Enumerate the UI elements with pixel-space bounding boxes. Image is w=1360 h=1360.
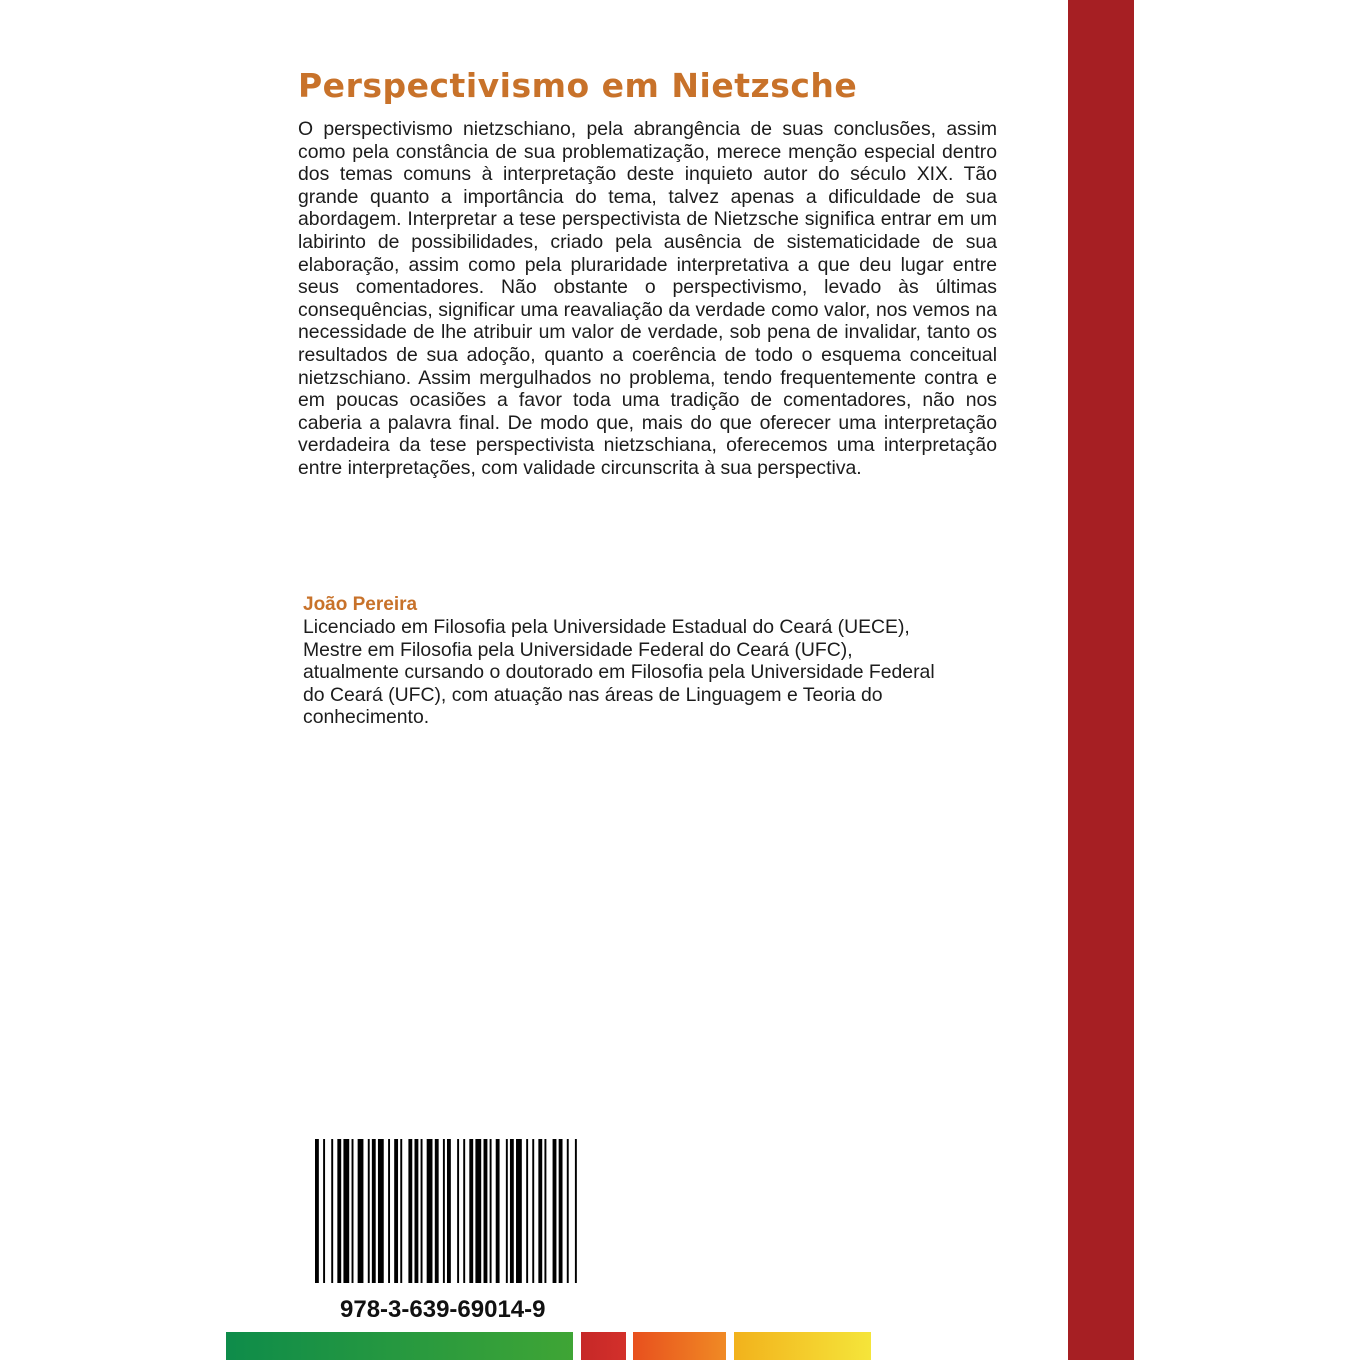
barcode-bar: [388, 1139, 390, 1283]
barcode-bar: [506, 1139, 508, 1283]
barcode-bar: [457, 1139, 459, 1283]
barcode-bar: [358, 1139, 364, 1283]
author-bio-line: conhecimento.: [303, 706, 430, 729]
barcode-bar: [532, 1139, 534, 1283]
barcode-bar: [516, 1139, 522, 1283]
barcode-bar: [469, 1139, 473, 1283]
color-stripe-orange: [633, 1332, 726, 1360]
barcode-bar: [510, 1139, 514, 1283]
barcode-bar: [400, 1139, 402, 1283]
book-title: Perspectivismo em Nietzsche: [298, 66, 858, 105]
barcode-bar: [378, 1139, 384, 1283]
barcode-bar: [331, 1139, 333, 1283]
barcode-bar: [372, 1139, 376, 1283]
barcode-bar: [538, 1139, 542, 1283]
color-stripe-red: [581, 1332, 626, 1360]
barcode-bar: [315, 1139, 319, 1283]
barcode-bar: [443, 1139, 445, 1283]
barcode-bar: [526, 1139, 528, 1283]
barcode-bar: [567, 1139, 569, 1283]
barcode-bar: [337, 1139, 341, 1283]
barcode-bar: [496, 1139, 500, 1283]
isbn-number: 978-3-639-69014-9: [340, 1296, 546, 1323]
author-bio-line: atualmente cursando o doutorado em Filosofia pela Universidade Federal: [303, 661, 935, 684]
author-bio-line: Licenciado em Filosofia pela Universidade Estadual do Ceará (UECE),: [303, 616, 910, 638]
barcode-bar: [368, 1139, 370, 1283]
book-blurb: O perspectivismo nietzschiano, pela abrangência de suas conclusões, assim como pela constância de sua problematização, merece menção especial dentro dos temas comuns à interpretação deste inquieto autor do século XIX. Tão grande quanto a importância do tema, talvez apenas a dificuldade de sua abordagem. Interpretar a tese perspectivista de Nietzsche significa entrar em um labirinto de possibilidades, criado pela ausência de sistematicidade de sua elaboração, assim como pela pluraridade interpretativa a que deu lugar entre seus comentadores. Não obstante o perspectivismo, levado às últimas consequências, significar uma reavaliação da verdade como valor, nos vemos na necessidade de lhe atribuir um valor de verdade, sob pena de invalidar, tanto os resultados de sua adoção, quanto a coerência de todo o esquema conceitual nietzschiano. Assim mergulhados no problema, tendo frequentemente contra e em poucas ocasiões a favor toda uma tradição de comentadores, não nos caberia a palavra final. De modo que, mais do que oferecer uma interpretação verdadeira da tese perspectivista nietzschiana, oferecemos uma interpretação entre interpretações, com validade circunscrita à sua perspectiva.: [298, 118, 997, 479]
barcode: [315, 1139, 581, 1283]
barcode-bar: [575, 1139, 577, 1283]
barcode-bar: [427, 1139, 433, 1283]
spine-bar: [1068, 0, 1134, 1360]
barcode-bar: [435, 1139, 439, 1283]
author-name: João Pereira: [303, 594, 418, 615]
barcode-bar: [553, 1139, 557, 1283]
author-bio-line: Mestre em Filosofia pela Universidade Federal do Ceará (UFC),: [303, 638, 853, 661]
barcode-bar: [394, 1139, 398, 1283]
barcode-bar: [544, 1139, 546, 1283]
barcode-bar: [415, 1139, 419, 1283]
barcode-bar: [559, 1139, 563, 1283]
barcode-bar: [447, 1139, 451, 1283]
barcode-bar: [484, 1139, 488, 1283]
barcode-bar: [463, 1139, 465, 1283]
color-stripe-yellow: [734, 1332, 871, 1360]
barcode-bar: [421, 1139, 423, 1283]
barcode-bar: [490, 1139, 492, 1283]
color-stripe-green: [226, 1332, 573, 1360]
barcode-bar: [408, 1139, 412, 1283]
barcode-bar: [323, 1139, 325, 1283]
barcode-bar: [475, 1139, 481, 1283]
author-bio: [303, 616, 1003, 729]
author-bio-line: do Ceará (UFC), com atuação nas áreas de Linguagem e Teoria do: [303, 683, 883, 706]
barcode-bar: [352, 1139, 354, 1283]
barcode-bar: [343, 1139, 349, 1283]
